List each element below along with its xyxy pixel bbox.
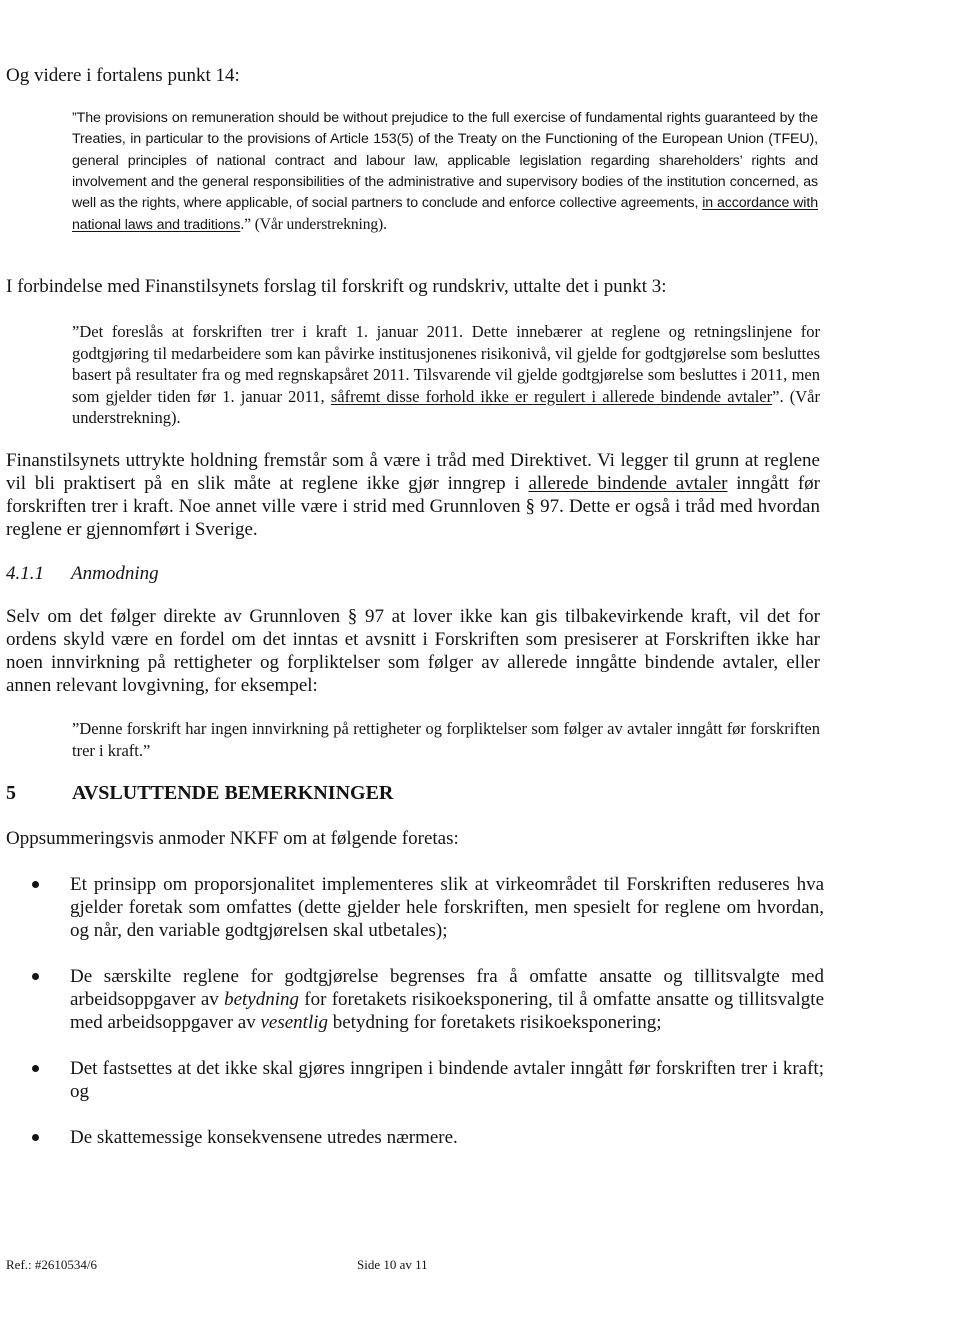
list-item-text: Et prinsipp om proporsjonalitet implementeres slik at virkeområdet til Forskriften reduseres hva gjelder foretak som omfattes (dette gjelder hele forskriften, men spesielt for reglene om hvordan, og når, den variable godtgjørelsen skal utbetales); bbox=[70, 874, 824, 941]
footer-page-number: Side 10 av 11 bbox=[357, 1257, 428, 1272]
section-heading bbox=[6, 781, 394, 805]
quote-finanstilsynet bbox=[72, 321, 820, 429]
quote-finanstilsynet-underlined: såfremt disse forhold ikke er regulert i allerede bindende avtaler bbox=[330, 386, 773, 406]
list-item-text bbox=[70, 965, 824, 1034]
paragraph-finanstilsynet-intro: I forbindelse med Finanstilsynets forslag til forskrift og rundskriv, uttalte det i punkt 3: bbox=[6, 276, 667, 297]
footer-reference: Ref.: #2610534/6 bbox=[6, 1257, 97, 1272]
intro-paragraph: Og videre i fortalens punkt 14: bbox=[6, 65, 240, 86]
list-item bbox=[32, 1126, 824, 1149]
list-item-text: Det fastsettes at det ikke skal gjøres inngripen i bindende avtaler inngått før forskriften trer i kraft; og bbox=[70, 1058, 824, 1102]
bullet-icon bbox=[32, 881, 39, 888]
list-item bbox=[32, 873, 824, 942]
bullet-icon bbox=[32, 1065, 39, 1072]
paragraph-holdning-tail: inngått før forskriften trer i kraft. Noe annet ville være i strid med Grunnloven § 97. Dette er også i tråd med hvordan reglene er gjennomført i Sverige. bbox=[6, 473, 820, 540]
paragraph-summary: Oppsummeringsvis anmoder NKFF om at følgende foretas: bbox=[6, 828, 459, 849]
quote-eu-underlined: in accordance with national laws and traditions bbox=[72, 195, 818, 234]
list-item bbox=[32, 1057, 824, 1103]
quote-eu-directive bbox=[72, 108, 818, 237]
paragraph-anmodning: Selv om det følger direkte av Grunnloven § 97 at lover ikke kan gis tilbakevirkende kraft, vil det for ordens skyld være en fordel om det inntas et avsnitt i Forskriften som presiserer at Forskriften ikke har noen innvirkning på rettigheter og forpliktelser som følger av allerede inngåtte bindende avtaler, eller annen relevant lovgivning, for eksempel: bbox=[6, 606, 820, 696]
list-item bbox=[32, 965, 824, 1034]
subheading-title: Anmodning bbox=[71, 563, 159, 584]
list-item-emphasis: betydning bbox=[224, 989, 299, 1010]
list-item-text: De skattemessige konsekvensene utredes nærmere. bbox=[70, 1127, 458, 1148]
quote-finanstilsynet-tail: ”. (Vår understrekning). bbox=[72, 386, 820, 427]
list-item-text-part: De særskilte reglene for godtgjørelse begrenses fra å omfatte ansatte og tillitsvalgte med arbeidsoppgaver av bbox=[70, 966, 824, 1010]
section-number: 5 bbox=[6, 782, 16, 804]
subheading-number: 4.1.1 bbox=[6, 563, 44, 584]
quote-proposed-provision: ”Denne forskrift har ingen innvirkning på rettigheter og forpliktelser som følger av avtaler inngått før forskriften trer i kraft.” bbox=[72, 719, 820, 760]
paragraph-holdning-text: Finanstilsynets uttrykte holdning fremstår som å være i tråd med Direktivet. Vi legger til grunn at reglene vil bli praktisert på en slik måte at reglene ikke gjør inngrep i bbox=[6, 450, 820, 494]
quote-eu-text: ”The provisions on remuneration should be without prejudice to the full exercise of fundamental rights guaranteed by the Treaties, in particular to the provisions of Article 153(5) of the Treaty on the Functioning of the European Union (TFEU), general principles of national contract and labour law, applicable legislation regarding shareholders’ rights and involvement and the general responsibilities of the administrative and supervisory bodies of the institution concerned, as well as the rights, where applicable, of social partners to conclude and enforce collective agreements, bbox=[72, 110, 818, 212]
quote-eu-tail: .” (Vår understrekning). bbox=[240, 216, 387, 234]
quote-finanstilsynet-text: ”Det foreslås at forskriften trer i kraft 1. januar 2011. Dette innebærer at reglene og retningslinjene for godtgjøring til medarbeidere som kan påvirke institusjonenes risikonivå, vil gjelde for godtgjørelse som besluttes basert på resultater fra og med regnskapsåret 2011. Tilsvarende vil gjelde godtgjørelse som besluttes i 2011, men som gjelder tiden før 1. januar 2011, bbox=[72, 322, 820, 406]
list-item-text-part: for foretakets risikoeksponering, til å omfatte ansatte og tillitsvalgte med arbeidsoppgaver av bbox=[70, 989, 825, 1033]
paragraph-holdning bbox=[6, 449, 820, 541]
section-title: AVSLUTTENDE BEMERKNINGER bbox=[72, 782, 394, 804]
paragraph-holdning-underlined: allerede bindende avtaler bbox=[528, 473, 728, 494]
bullet-icon bbox=[32, 973, 39, 980]
list-item-emphasis: vesentlig bbox=[260, 1012, 328, 1033]
subheading bbox=[6, 562, 159, 585]
bullet-icon bbox=[32, 1134, 39, 1141]
list-item-text-part: betydning for foretakets risikoeksponering; bbox=[328, 1012, 662, 1033]
